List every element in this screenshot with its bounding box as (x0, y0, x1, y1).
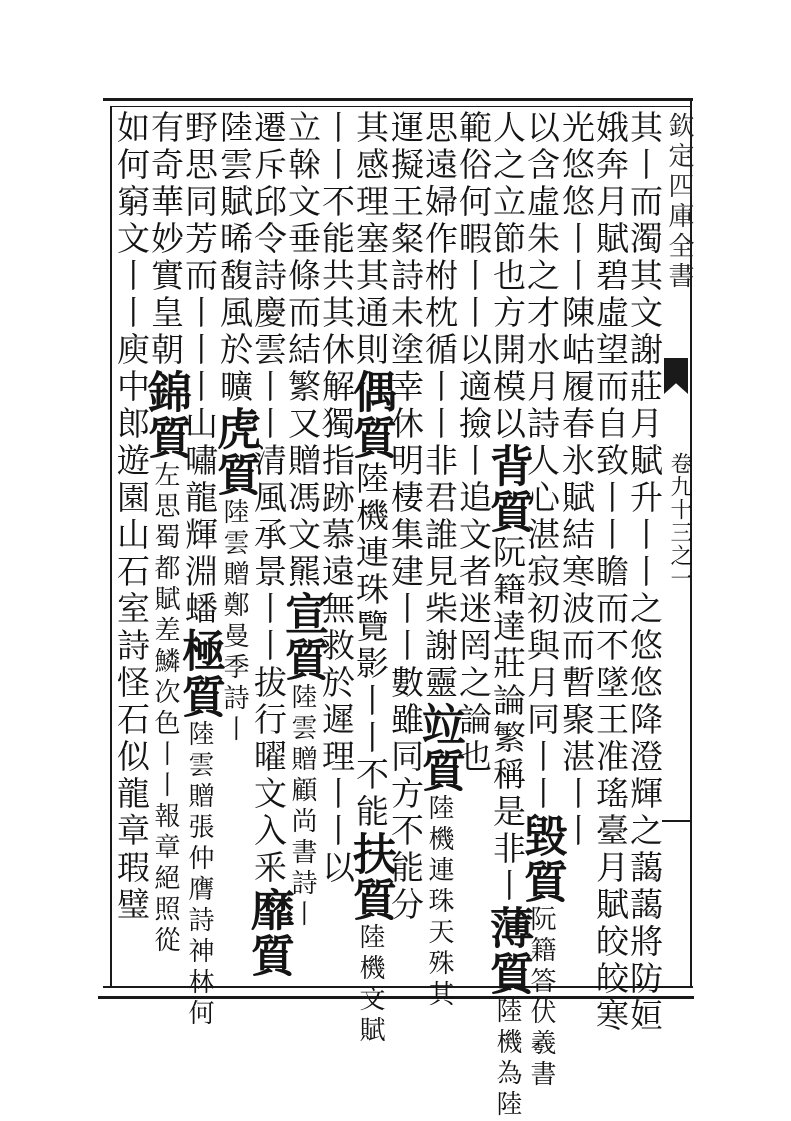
entry-heading: 偶質 (345, 369, 396, 461)
citation-note: 陸雲贈顧尚書詩丨 (287, 683, 317, 931)
text-column (414, 110, 465, 1011)
quotation-text: 其丨而濁其文謝莊月賦升丨丨之悠悠降澄輝之藹藹將防姮 (625, 110, 664, 1035)
quotation-text: 光悠悠丨丨陳岵履春氷賦結寒波而暫聚湛丨丨 (557, 110, 596, 850)
entry-heading: 背質 (482, 443, 533, 535)
entry-heading: 虎質 (209, 406, 260, 498)
quotation-text: 娥奔月賦碧虛望而自致丨丨瞻而不墜王准瑤臺月賦皎皎寒 (591, 110, 630, 1035)
citation-note: 陸雲贈鄭曼季詩丨 (219, 498, 249, 746)
quotation-text: 思遠婦作柎枕循丨丨非君誰見柴謝靈 (420, 110, 459, 702)
quotation-text: 其感理塞其通則 (351, 110, 390, 369)
quotation-text: 人之立節也方開模以 (488, 110, 527, 443)
text-column (516, 110, 567, 1091)
citation-note: 陸機為陸 (492, 997, 522, 1121)
quotation-text: 野思同芳而丨丨丨山嘯龍輝淵蟠 (180, 110, 219, 628)
entry-heading: 靡質 (243, 887, 294, 979)
text-column (453, 110, 493, 980)
margin-volume-label: 卷九十三之一 (667, 452, 692, 590)
quotation-text: 阮籍達莊論繁稱是非丨 (488, 535, 527, 905)
text-column (174, 110, 225, 1030)
text-column (111, 110, 151, 980)
citation-note: 阮籍答伏羲書 (526, 905, 556, 1091)
quotation-text: 遷斥邱令詩慶雲丨丨清風承景丨丨拔行曜文入釆 (249, 110, 288, 887)
entry-heading: 扶質 (345, 831, 396, 923)
margin-book-title: 欽定四庫全書 (664, 112, 694, 292)
text-column (277, 110, 328, 980)
quotation-text: 丨丨不能共其休解獨指跡慕遠無救於遲理丨丨以 (317, 110, 356, 887)
quotation-text: 以含虛朱之才水月詩人心湛寂初與月同丨丨 (522, 110, 561, 813)
quotation-text: 陸雲賦晞馥風於曠 (215, 110, 254, 406)
entry-heading: 竝質 (414, 702, 465, 794)
entry-heading: 宣質 (277, 591, 328, 683)
text-column (482, 110, 533, 1121)
frame-top-inner-border (112, 106, 690, 107)
text-column (243, 110, 294, 980)
entry-heading: 毀質 (516, 813, 567, 905)
citation-note: 陸機文賦 (355, 923, 385, 1047)
entry-heading: 錦質 (140, 369, 191, 461)
quotation-text: 立榦文垂條而結繁又贈馮文羆 (283, 110, 322, 591)
entry-heading: 極質 (174, 628, 225, 720)
text-column (316, 110, 356, 980)
quotation-text: 有奇華妙實皇朝 (146, 110, 185, 369)
text-column (345, 110, 396, 1047)
text-column (624, 110, 664, 1035)
text-column (209, 110, 260, 980)
quotation-text: 陸機連珠覽影丨丨不能 (351, 461, 390, 831)
text-column (140, 110, 191, 980)
quotation-text: 運擬王粲詩未塗幸休明棲集建丨丨數雖同方不能分 (386, 110, 425, 924)
citation-note: 陸雲贈張仲膺詩神林何 (184, 720, 214, 1030)
fishtail-mark (664, 358, 688, 394)
entry-heading: 薄質 (482, 905, 533, 997)
quotation-text: 範俗何暇丨丨以適撿丨追文者迷罔之論也 (454, 110, 493, 776)
frame-top-border (103, 98, 693, 101)
citation-note: 左思蜀都賦差鱗次色丨丨報章絕照從 (150, 461, 180, 957)
text-column (590, 110, 630, 1035)
quotation-text: 如何窮文丨丨庾中郎遊園山石室詩怪石似龍章瑕璧 (112, 110, 151, 924)
citation-note: 陸機連珠天殊其 (424, 794, 454, 1011)
spine-divider (662, 820, 690, 822)
